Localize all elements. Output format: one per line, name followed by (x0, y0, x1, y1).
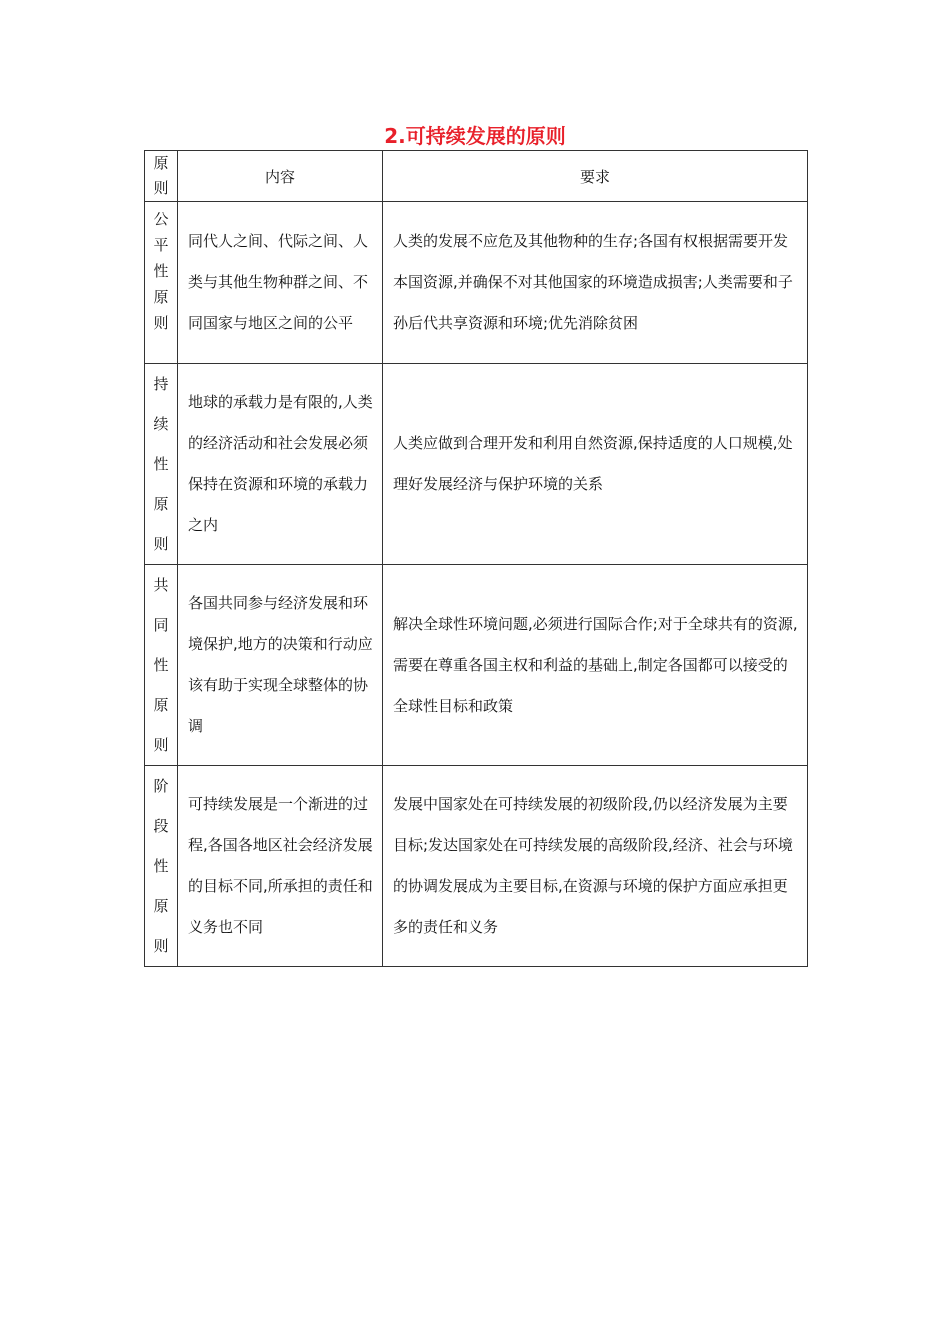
requirement-cell: 解决全球性环境问题,必须进行国际合作;对于全球共有的资源,需要在尊重各国主权和利益的基础上,制定各国都可以接受的全球性目标和政策 (383, 565, 808, 766)
requirement-cell: 发展中国家处在可持续发展的初级阶段,仍以经济发展为主要目标;发达国家处在可持续发展的高级阶段,经济、社会与环境的协调发展成为主要目标,在资源与环境的保护方面应承担更多的责任和义务 (383, 766, 808, 967)
content-cell: 可持续发展是一个渐进的过程,各国各地区社会经济发展的目标不同,所承担的责任和义务也不同 (178, 766, 383, 967)
principle-cell: 持续性原则 (145, 364, 178, 565)
header-requirement: 要求 (383, 151, 808, 202)
header-content: 内容 (178, 151, 383, 202)
principle-cell: 共同性原则 (145, 565, 178, 766)
header-principle: 原则 (145, 151, 178, 202)
principle-cell: 公平性原则 (145, 202, 178, 364)
table-row (145, 364, 808, 565)
table-row (145, 565, 808, 766)
principle-cell: 阶段性原则 (145, 766, 178, 967)
requirement-cell: 人类的发展不应危及其他物种的生存;各国有权根据需要开发本国资源,并确保不对其他国家的环境造成损害;人类需要和子孙后代共享资源和环境;优先消除贫困 (383, 202, 808, 364)
table-row (145, 202, 808, 364)
content-cell: 地球的承载力是有限的,人类的经济活动和社会发展必须保持在资源和环境的承载力之内 (178, 364, 383, 565)
requirement-cell: 人类应做到合理开发和利用自然资源,保持适度的人口规模,处理好发展经济与保护环境的关系 (383, 364, 808, 565)
table-row (145, 766, 808, 967)
page-title: 2.可持续发展的原则 (384, 124, 566, 148)
content-cell: 各国共同参与经济发展和环境保护,地方的决策和行动应该有助于实现全球整体的协调 (178, 565, 383, 766)
content-cell: 同代人之间、代际之间、人类与其他生物种群之间、不同国家与地区之间的公平 (178, 202, 383, 364)
principles-table (144, 150, 808, 967)
table-header-row (145, 151, 808, 202)
